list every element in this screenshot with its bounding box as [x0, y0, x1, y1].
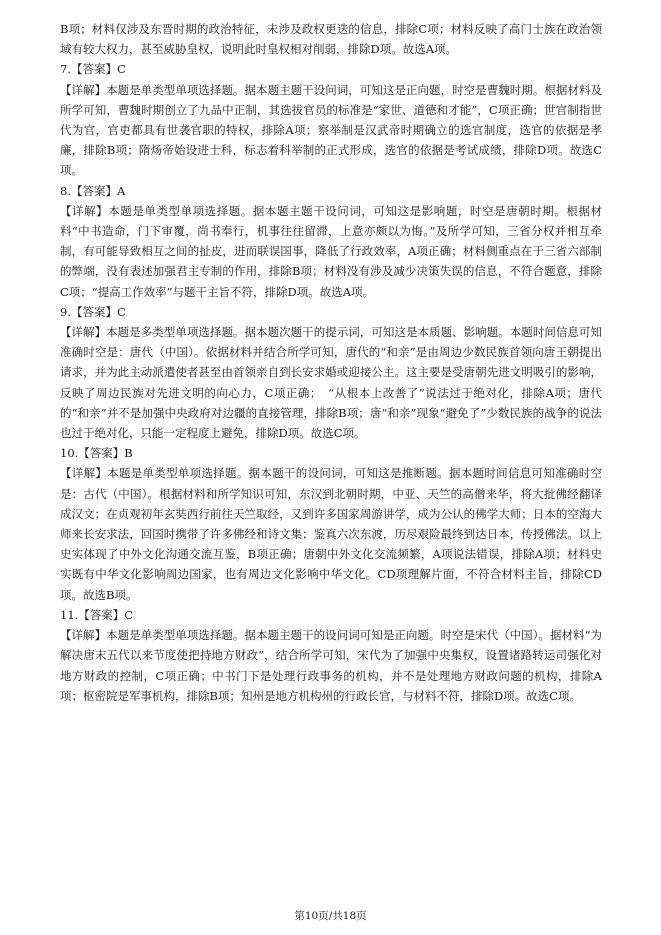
explanation-8: 【详解】本题是单类型单项选择题。据本题主题干设问词，可知这是影响题，时空是唐朝时期。根据材料“中书造命，门下审覆，尚书奉行，机事往往留滞，上意亦颇以为悔。”及所学可知，三省分权并相互牵制，有可能导致相互之间的扯皮，进而联误国事，降低了行政效率，A项正确；材料侧重点在于三省六部制的弊端，没有表述加强君主专制的作用，排除B项；材料没有涉及减少决策失误的信息，不符合题意，排除C项；“提高工作效率”与题干主旨不符，排除D项。故选A项。	[60, 203, 602, 299]
answer-7: 7.【答案】C	[60, 62, 126, 77]
explanation-9: 【详解】本题是多类型单项选择题。据本题次题干的提示词，可知这是本质题、影响题。本题时间信息可知准确时空是：唐代（中国）。依据材料并结合所学可知，唐代的“和亲”是由周边少数民族首领向唐王朝提出请求，并为此主动派遣使者甚至由首领亲自到长安求婚或迎接公主。这主要是受唐朝先进文明吸引的影响，反映了周边民族对先进文明的向心力，C项正确； “从根本上改善了”说法过于绝对化，排除A项；唐代的“和亲”并不是加强中央政府对边疆的直接管理，排除B项；唐“和亲”现象“避免了”少数民族的战争的说法也过于绝对化，只能一定程度上避免，排除D项。故选C项。	[60, 325, 602, 441]
explanation-7: 【详解】本题是单类型单项选择题。据本题主题干设问词，可知这是正向题，时空是曹魏时期。根据材料及所学可知，曹魏时期创立了九品中正制，其选拔官员的标准是“家世、道德和才能”，C项正确；世官制指世代为官，官吏都具有世袭官职的特权，排除A项；察举制是汉武帝时期确立的选官制度，选官的依据是孝廉，排除B项；隋炀帝始设进士科，标志着科举制的正式形成，选官的依据是考试成绩，排除D项。故选C项。	[60, 82, 602, 178]
answer-10: 10.【答案】B	[60, 446, 133, 461]
paragraph-continuation-6: B项；材料仅涉及东晋时期的政治特征，未涉及政权更迭的信息，排除C项；材料反映了高门士族在政治领域有较大权力，甚至威胁皇权，说明此时皇权相对削弱，排除D项。故选A项。	[60, 22, 602, 57]
explanation-10: 【详解】本题是单类型单项选择题。据本题干的设问词，可知这是推断题。据本题时间信息可知准确时空是：古代（中国）。根据材料和所学知识可知，东汉到北朝时期，中亚、天竺的高僧来华，将大批佛经翻译成汉文；在贞观初年玄奘西行前往天竺取经，又到许多国家周游讲学，成为公认的佛学大师；日本的空海大师来长安求法，回国时携带了许多佛经和诗文集；鉴真六次东渡，历尽艰险最终到达日本，传授佛法。以上史实体现了中外文化沟通交流互鉴，B项正确；唐朝中外文化交流频繁，A项说法错误，排除A项；材料史实既有中华文化影响周边国家，也有周边文化影响中华文化。CD项理解片面，不符合材料主旨，排除CD项。故选B项。	[60, 466, 602, 602]
explanation-11: 【详解】本题是单类型单项选择题。据本题主题干的设问词可知是正向题。时空是宋代（中国）。据材料“为解决唐末五代以来节度使把持地方财政”，结合所学可知，宋代为了加强中央集权，设置诸路转运司强化对地方财政的控制，C项正确；中书门下是处理行政事务的机构，并不是处理地方财政问题的机构，排除A项；枢密院是军事机构，排除B项；知州是地方机构州的行政长官，与材料不符，排除D项。故选C项。	[60, 628, 602, 703]
answer-8: 8.【答案】A	[60, 183, 126, 198]
answer-explanations	[60, 19, 602, 706]
answer-11: 11.【答案】C	[60, 607, 134, 622]
answer-9: 9.【答案】C	[60, 304, 126, 319]
page-number-footer: 第10页/共18页	[294, 910, 367, 922]
